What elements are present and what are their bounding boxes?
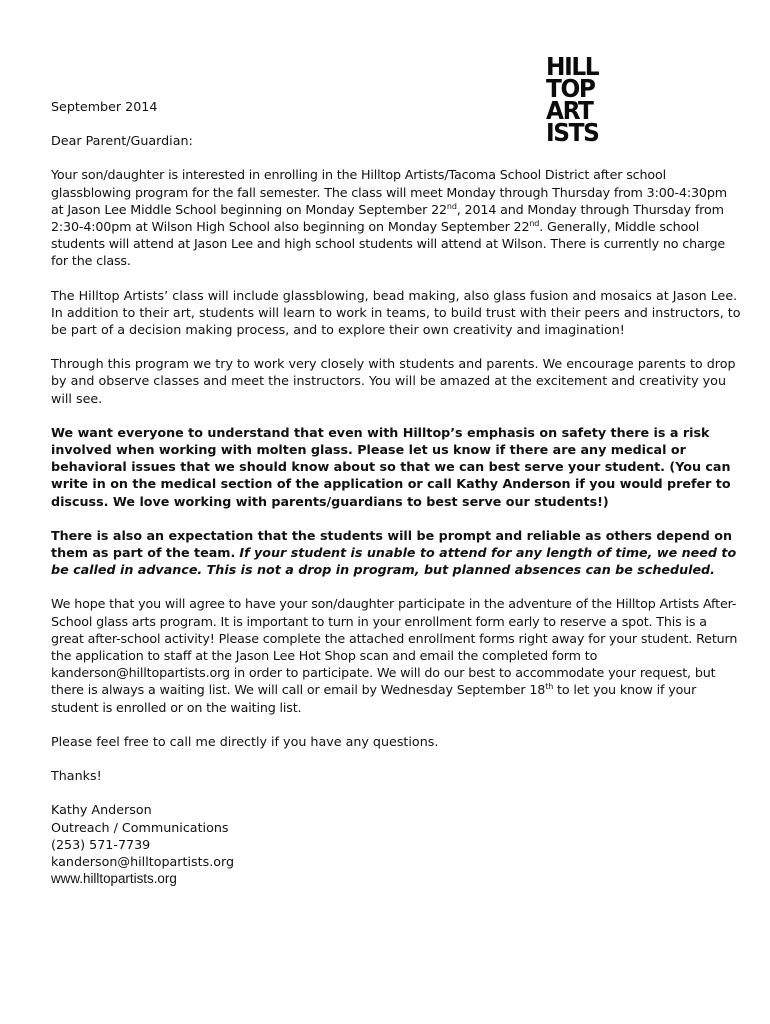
superscript: nd [529, 219, 540, 229]
logo-line: HILL [546, 52, 599, 81]
paragraph-expectations [51, 527, 741, 579]
text-bold: There is also an expectation that the students will be prompt and reliable as others depend on them as part of the team. [51, 527, 732, 561]
text-segment: to let you know if your student is enrolled or on the waiting list. [51, 682, 697, 715]
closing: Thanks! [51, 768, 102, 784]
text-segment: , 2014 and Monday through Thursday from 2:30-4:00pm at Wilson High School also beginning on Monday September 22 [51, 201, 724, 235]
paragraph-participation [51, 595, 741, 715]
letter-body [51, 98, 741, 904]
signature-block [51, 801, 741, 887]
signature-name: Kathy Anderson [51, 802, 152, 818]
signature-website: www.hilltopartists.org [51, 871, 177, 887]
paragraph-parents: Through this program we try to work very closely with students and parents. We encourage parents to drop by and observe classes and meet the instructors. You will be amazed at the excitement and creativity you will see. [51, 356, 736, 406]
text-bold-italic: If your student is unable to attend for any length of time, we need to be called in advance. This is not a drop in program, but planned absences can be scheduled. [51, 545, 737, 578]
text-segment: . Generally, Middle school students will attend at Jason Lee and high school students will attend at Wilson. There is currently no charge for the class. [51, 219, 726, 269]
signature-title: Outreach / Communications [51, 819, 229, 835]
superscript: nd [446, 201, 457, 211]
paragraph-class-content: The Hilltop Artists’ class will include glassblowing, bead making, also glass fusion and mosaics at Jason Lee. In addition to their art, students will learn to work in teams, to build trust with their peers and instructors, to be part of a decision making process, and to explore their own creativity and imagination! [51, 287, 741, 338]
signature-email: kanderson@hilltopartists.org [51, 853, 235, 869]
paragraph-questions: Please feel free to call me directly if you have any questions. [51, 733, 439, 749]
salutation: Dear Parent/Guardian: [51, 133, 193, 149]
signature-phone: (253) 571-7739 [51, 836, 151, 852]
superscript: th [545, 682, 554, 692]
logo-line: ART [546, 96, 593, 125]
logo-line: ISTS [546, 118, 599, 147]
text-segment: Your son/daughter is interested in enrolling in the Hilltop Artists/Tacoma School District after school glassblowing program for the fall semester. The class will meet Monday through Thursday from 3:00-4:30pm at Jason Lee Middle School beginning on Monday September 22 [51, 167, 727, 217]
letter-date: September 2014 [51, 99, 158, 114]
logo-line: TOP [546, 74, 595, 103]
paragraph-safety: We want everyone to understand that even with Hilltop’s emphasis on safety there is a risk involved when working with molten glass. Please let us know if there are any medical or behavioral issues that we should know about so that we can best serve your student. (You can write in on the medical section of the application or call Kathy Anderson if you would prefer to discuss. We love working with parents/guardians to best serve our students!) [51, 424, 731, 509]
text-segment: We hope that you will agree to have your son/daughter participate in the adventure of the Hilltop Artists After-School glass arts program. It is important to turn in your enrollment form early to reserve a spot. This is a great after-school activity! Please complete the attached enrollment forms right away for your student. Return the application to staff at the Jason Lee Hot Shop scan and email the completed form to kanderson@hilltopartists.org in order to participate. We will do our best to accommodate your request, but there is always a waiting list. We will call or email by Wednesday September 18 [51, 596, 738, 698]
paragraph-enrollment [51, 166, 741, 269]
